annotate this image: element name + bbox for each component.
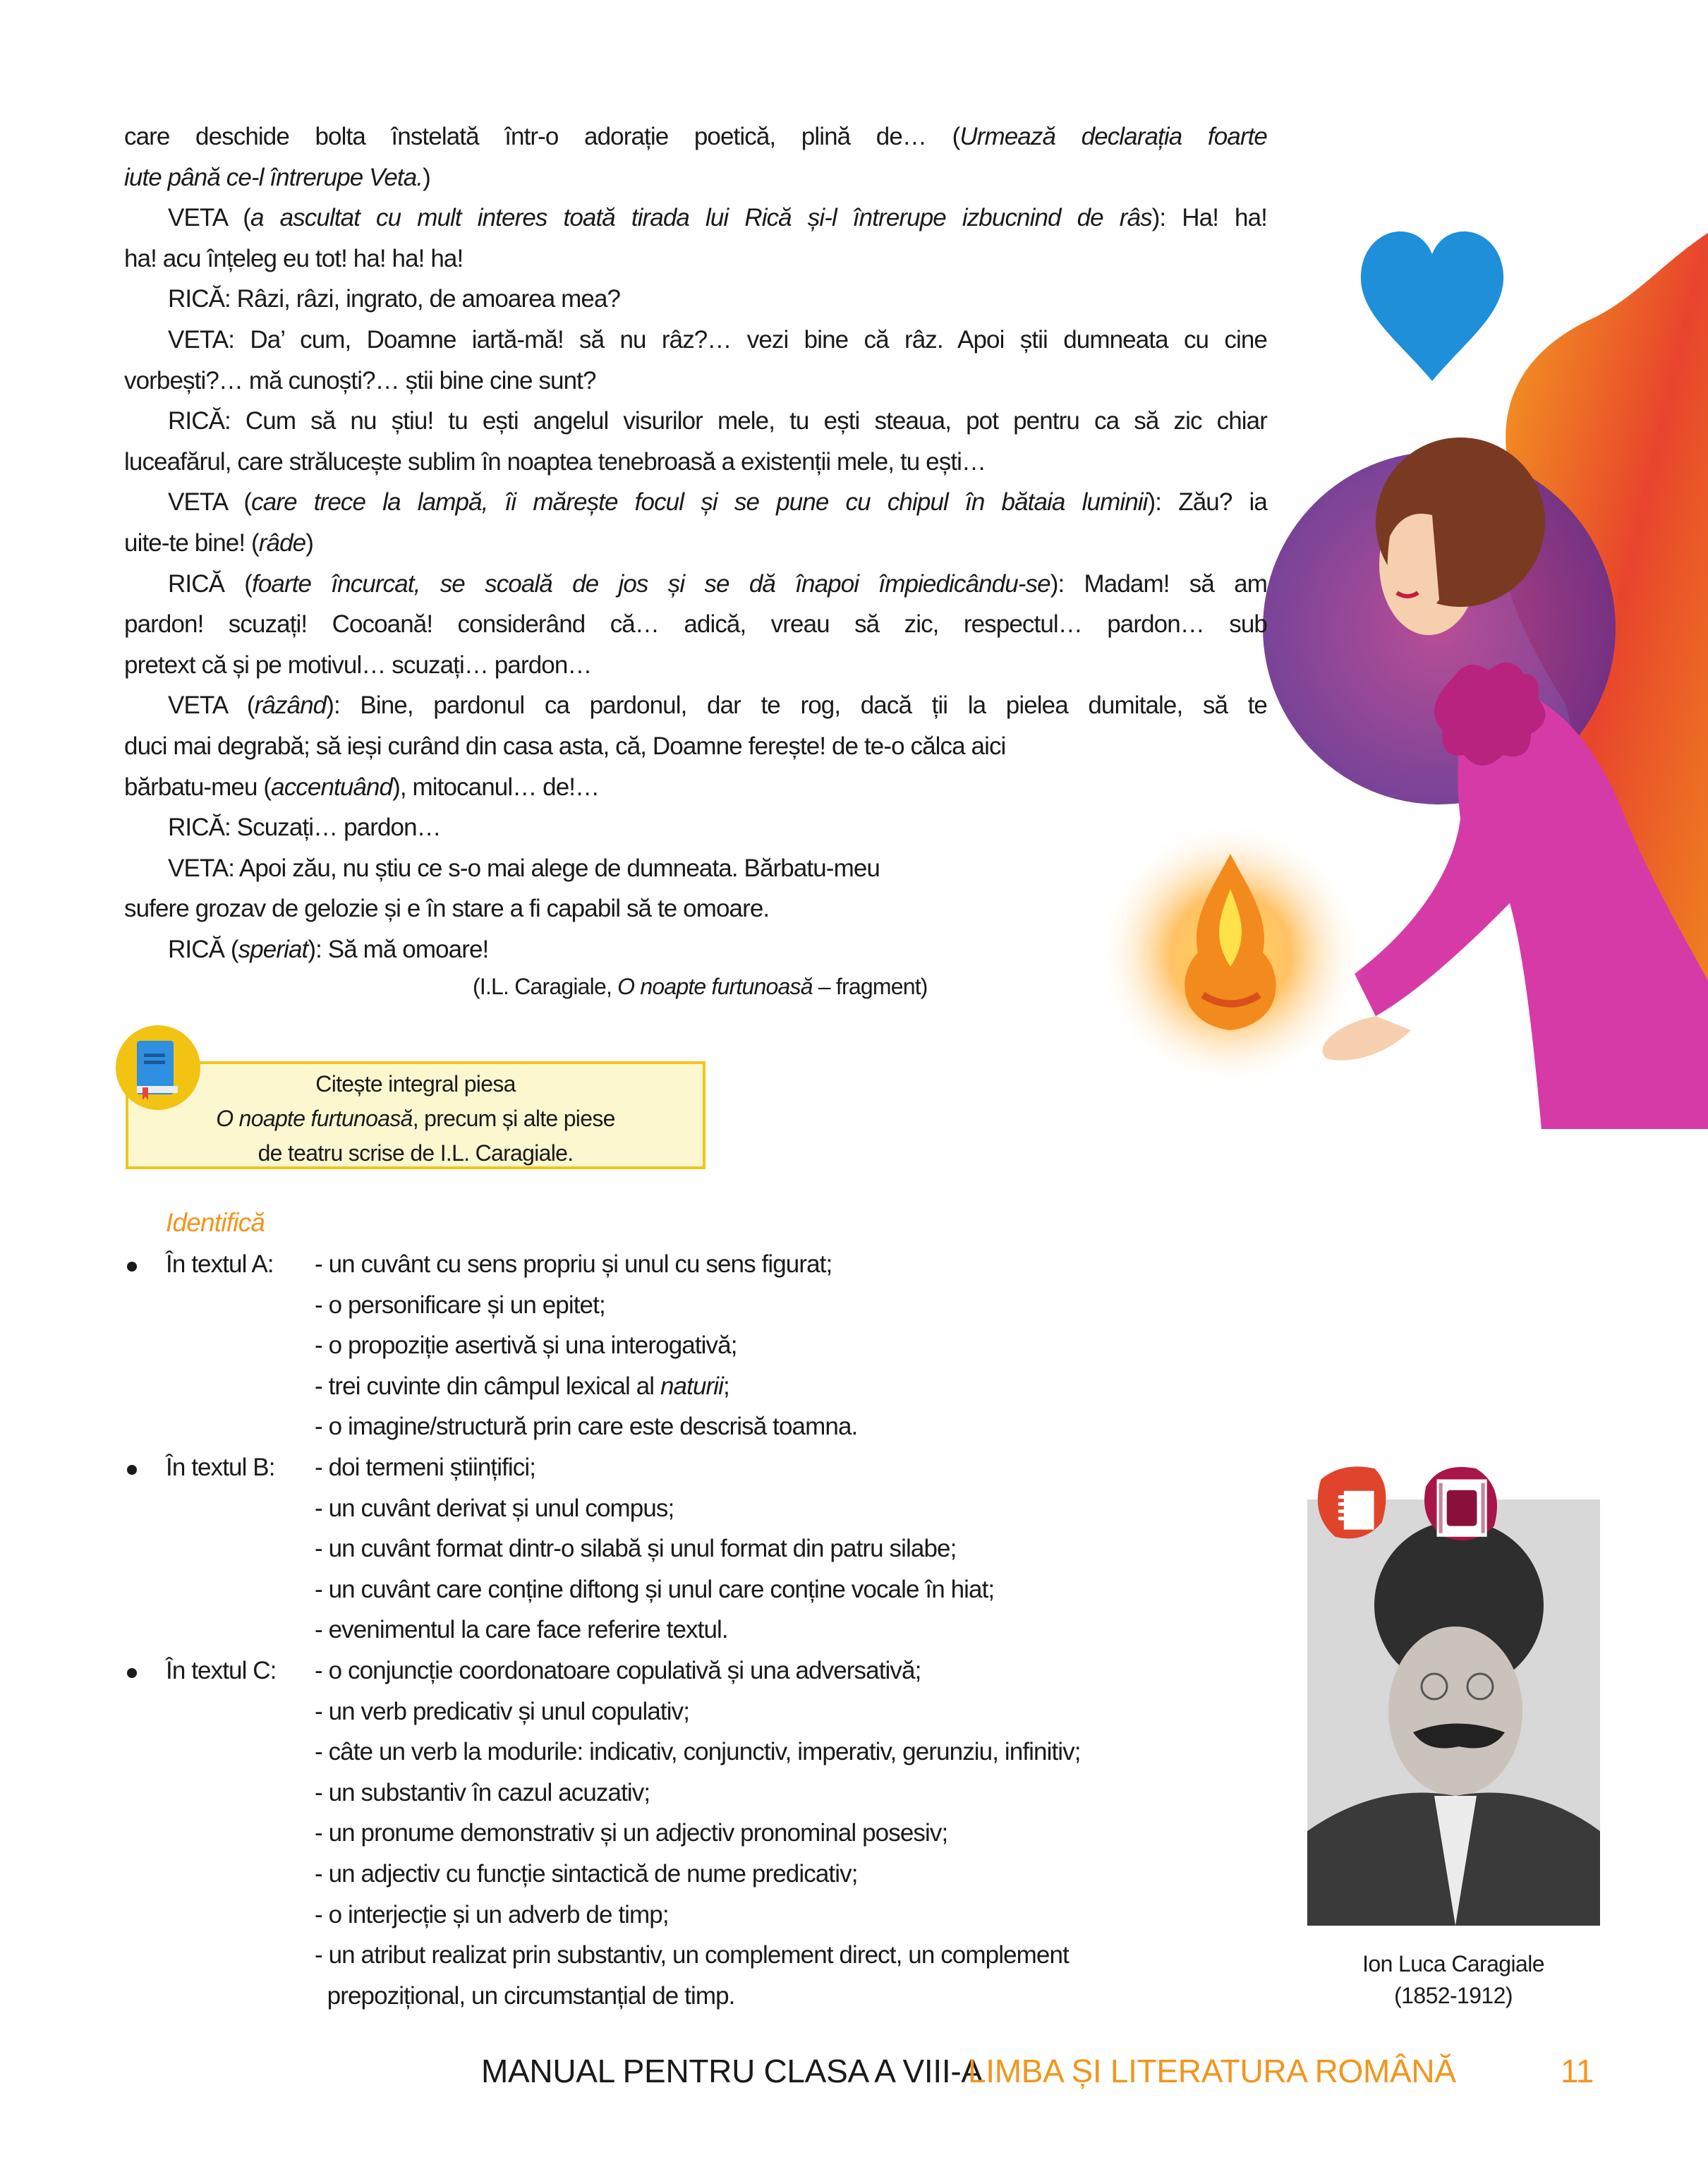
dialogue-line: [124, 853, 1267, 884]
stage-direction: accentuând: [271, 773, 393, 801]
dialogue-text: RICĂ: Cum să nu știu! tu ești angelul visurilor mele, tu ești steaua, pot pentru ca să zic chiar: [168, 407, 1267, 435]
dialogue-line: [124, 447, 1267, 478]
citation-title: O noapte furtunoasă: [617, 974, 813, 999]
dialogue-line: [124, 325, 1267, 356]
task-item: - evenimentul la care face referire textul.: [315, 1616, 728, 1644]
page-number: 11: [1561, 2053, 1594, 2089]
stage-direction: foarte încurcat, se scoală de jos și se dă înapoi împiedicându-se: [252, 569, 1050, 598]
dialogue-line: [124, 731, 1267, 762]
bullet: [127, 1668, 137, 1678]
bullet: [127, 1262, 137, 1272]
text-group-label: În textul C:: [166, 1657, 277, 1684]
dialogue-text: pardon! scuzați! Cocoană! considerând că… adică, vreau să zic, respectul… pardon… sub: [124, 610, 1267, 639]
dialogue-line: [124, 203, 1267, 234]
dialogue-line: [124, 690, 1267, 721]
stage-direction: râzând: [254, 692, 327, 720]
dialogue-text: vorbești?… mă cunoști?… știi bine cine sunt?: [124, 366, 596, 394]
footer-manual-label: MANUAL PENTRU CLASA A VIII-A: [481, 2053, 983, 2089]
dialogue-text: VETA (: [168, 204, 251, 232]
dialogue-text: ), mitocanul… de!…: [392, 773, 600, 801]
task-item: - un verb predicativ și unul copulativ;: [315, 1697, 690, 1725]
portrait-caption-years: (1852-1912): [1394, 1983, 1513, 2008]
text-group-label: În textul A:: [166, 1250, 274, 1278]
task-item: - un cuvânt derivat și unul compus;: [315, 1494, 674, 1522]
exercise-heading: Identifică: [166, 1208, 265, 1237]
portrait-caption-name: Ion Luca Caragiale: [1362, 1951, 1544, 1976]
dialogue-line: [124, 162, 1267, 193]
dialogue-line: [124, 812, 1267, 843]
portrait-photo: [1307, 1499, 1600, 1926]
dialogue-text: RICĂ (: [168, 569, 253, 598]
dialogue-text: uite-te bine! (: [124, 529, 259, 557]
task-item: - o personificare și un epitet;: [315, 1291, 605, 1319]
task-item: - un pronume demonstrativ și un adjectiv pronominal posesiv;: [315, 1819, 948, 1847]
dialogue-line: [124, 284, 1267, 315]
task-item: - doi termeni științifici;: [315, 1454, 536, 1481]
dialogue-line: [124, 406, 1267, 437]
task-item: - o imagine/structură prin care este descrisă toamna.: [315, 1413, 858, 1441]
dialogue-line: [124, 366, 1267, 397]
dialogue-line: [124, 893, 1267, 924]
stage-direction: speriat: [238, 936, 308, 963]
dialogue-text: ): Bine, pardonul ca pardonul, dar te rog, dacă ții la pielea dumitale, să te: [326, 692, 1267, 720]
bullet: [127, 1465, 137, 1475]
text-group-label: În textul B:: [166, 1454, 275, 1481]
dialogue-text: sufere grozav de gelozie și e în stare a fi capabil să te omoare.: [124, 895, 770, 923]
reading-tip-box: [126, 1061, 705, 1169]
dialogue-text: ): [423, 163, 430, 191]
dialogue-text: VETA: Apoi zău, nu știu ce s-o mai alege de dumneata. Bărbatu-meu: [168, 854, 880, 882]
task-item: - o conjuncție coordonatoare copulativă și una adversativă;: [315, 1657, 921, 1684]
dialogue-text: ha! acu înțeleg eu tot! ha! ha! ha!: [124, 244, 464, 272]
task-item: - un substantiv în cazul acuzativ;: [315, 1778, 650, 1806]
footer-subject: LIMBA ȘI LITERATURA ROMÂNĂ: [968, 2053, 1456, 2089]
task-item: prepozițional, un circumstanțial de timp.: [315, 1981, 735, 2010]
dialogue-line: [124, 934, 1267, 965]
task-item: - un cuvânt care conține diftong și unul care conține vocale în hiat;: [315, 1575, 995, 1603]
tip-line-1: Citește integral piesa: [315, 1071, 516, 1097]
dialogue-line: [124, 243, 1267, 274]
citation-suffix: – fragment): [812, 974, 928, 999]
dialogue-text: VETA (: [168, 488, 252, 517]
tip-line-3: de teatru scrise de I.L. Caragiale.: [258, 1140, 574, 1166]
dialogue-text: ): Zău? ia: [1147, 488, 1267, 517]
italic-word: naturii: [660, 1372, 724, 1400]
source-citation: [473, 974, 928, 1000]
dialogue-text: ): Să mă omoare!: [308, 936, 489, 963]
notebook-icon[interactable]: [1307, 1458, 1393, 1544]
dialogue-text: RICĂ (: [168, 936, 238, 963]
dialogue-text: duci mai degrabă; să ieși curând din casa asta, că, Doamne ferește! de te-o călca aici: [124, 732, 1006, 760]
tip-play-title: O noapte furtunoasă: [216, 1106, 413, 1131]
dialogue-line: [124, 487, 1267, 518]
stage-direction: a ascultat cu mult interes toată tirada lui Rică și-l întrerupe izbucnind de râs: [250, 204, 1152, 232]
task-item: - un cuvânt format dintr-o silabă și unul format din patru silabe;: [315, 1535, 957, 1563]
dialogue-line: [124, 772, 1267, 803]
film-icon[interactable]: [1415, 1458, 1501, 1544]
dialogue-line: [124, 650, 1267, 681]
task-item: - trei cuvinte din câmpul lexical al naturii;: [315, 1372, 729, 1400]
dialogue-line: [124, 121, 1267, 152]
dialogue-line: [124, 528, 1267, 559]
citation-author: (I.L. Caragiale,: [473, 974, 618, 999]
dialogue-text: RICĂ: Scuzați… pardon…: [168, 814, 441, 842]
dialogue-text: pretext că și pe motivul… scuzați… pardon…: [124, 651, 592, 679]
dialogue-line: [124, 609, 1267, 640]
dialogue-text: ): Madam! să am: [1050, 569, 1267, 598]
dialogue-text: RICĂ: Râzi, râzi, ingrato, de amoarea mea?: [168, 285, 621, 313]
book-icon: [116, 1025, 200, 1110]
stage-direction: râde: [258, 529, 306, 557]
dialogue-text: ): Ha! ha!: [1151, 204, 1267, 232]
task-item: - o propoziție asertivă și una interogativă;: [315, 1332, 737, 1360]
task-item: - un atribut realizat prin substantiv, un complement direct, un complement: [315, 1941, 1069, 1969]
task-item: - o interjecție și un adverb de timp;: [315, 1900, 669, 1928]
dialogue-text: care deschide bolta înstelată într-o adorație poetică, plină de… (: [124, 123, 960, 150]
dialogue-text: VETA (: [168, 692, 255, 720]
task-item: - un cuvânt cu sens propriu și unul cu sens figurat;: [315, 1250, 832, 1278]
dialogue-text: VETA: Da’ cum, Doamne iartă-mă! să nu râz?… vezi bine că râz. Apoi știi dumneata cu cine: [168, 326, 1267, 354]
task-item: - un adjectiv cu funcție sintactică de nume predicativ;: [315, 1860, 858, 1888]
task-item: - câte un verb la modurile: indicativ, conjunctiv, imperativ, gerunziu, infinitiv;: [315, 1738, 1081, 1766]
dialogue-text: luceafărul, care strălucește sublim în noaptea tenebroasă a existenții mele, tu ești…: [124, 447, 986, 476]
dialogue-line: [124, 569, 1267, 600]
heart-icon: [1361, 231, 1503, 381]
dialogue-text: ): [305, 529, 313, 557]
stage-direction: iute până ce-l întrerupe Veta.: [124, 163, 423, 191]
stage-direction: Urmează declarația foarte: [959, 123, 1267, 150]
tip-line-2: [128, 1101, 703, 1136]
dialogue-text: bărbatu-meu (: [124, 773, 272, 801]
stage-direction: care trece la lampă, îi mărește focul și se pune cu chipul în bătaia luminii: [251, 488, 1148, 517]
tip-line-2-rest: , precum și alte piese: [412, 1106, 615, 1131]
